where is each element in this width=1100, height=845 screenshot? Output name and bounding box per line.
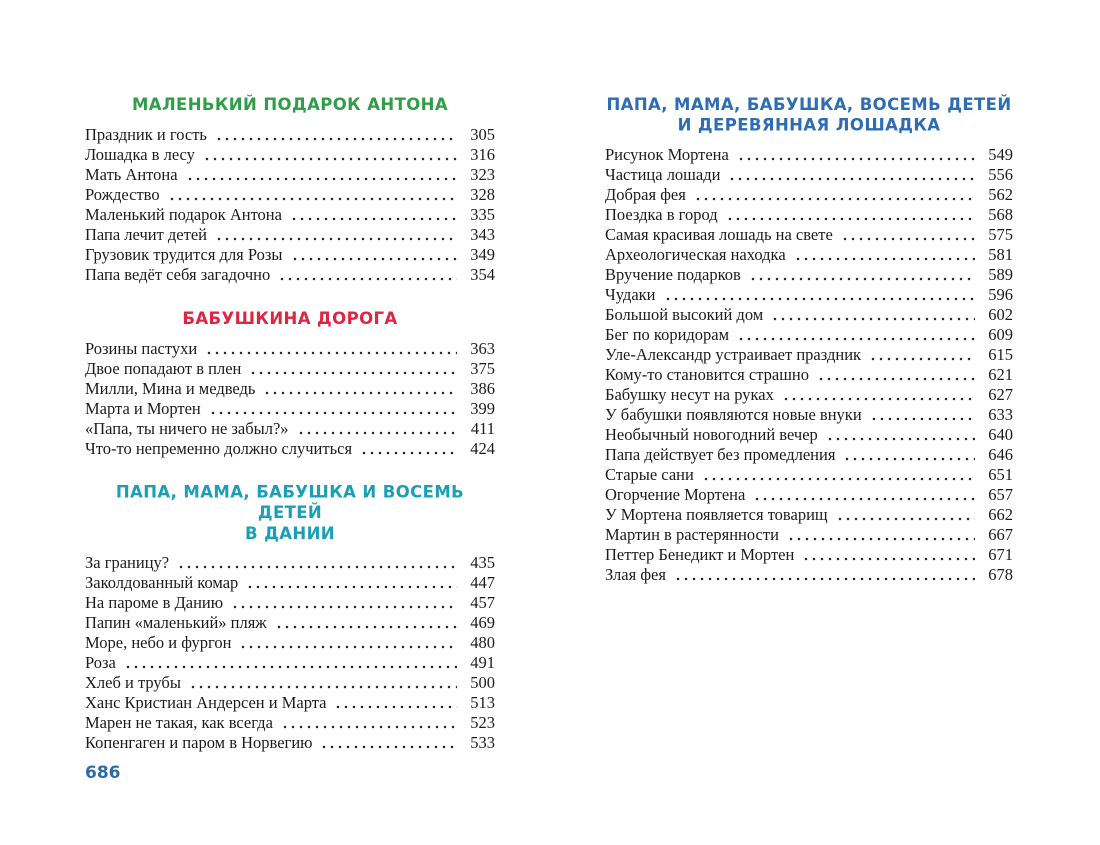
dot-leader — [275, 613, 457, 633]
toc-entry — [605, 205, 1013, 225]
toc-entry — [605, 285, 1013, 305]
entry-title: Злая фея — [605, 565, 666, 584]
toc-entry — [85, 165, 495, 185]
toc-entry — [85, 359, 495, 379]
dot-leader — [215, 125, 457, 145]
dot-leader — [771, 305, 975, 325]
section-title — [85, 482, 495, 544]
entry-page-number: 678 — [988, 565, 1013, 584]
dot-leader — [664, 285, 976, 305]
toc-entry — [85, 185, 495, 205]
entry-page-number: 323 — [470, 165, 495, 184]
toc-entry — [605, 265, 1013, 285]
toc-column-left — [85, 95, 495, 753]
toc-entry — [85, 613, 495, 633]
section-title — [605, 94, 1013, 136]
entry-page-number: 305 — [470, 125, 495, 144]
entry-page-number: 646 — [988, 445, 1013, 464]
entry-title: Кому-то становится страшно — [605, 365, 809, 384]
toc-entry — [605, 185, 1013, 205]
entry-page-number: 627 — [988, 385, 1013, 404]
dot-leader — [749, 265, 975, 285]
dot-leader — [737, 145, 975, 165]
dot-leader — [782, 385, 975, 405]
entry-title: Большой высокий дом — [605, 305, 764, 324]
toc-entry — [85, 245, 495, 265]
entry-page-number: 424 — [470, 439, 495, 458]
toc-entry — [605, 365, 1013, 385]
toc-entry — [85, 339, 495, 359]
section-title-line: ПАПА, МАМА, БАБУШКА, ВОСЕМЬ ДЕТЕЙ — [606, 94, 1012, 114]
page-number: 686 — [85, 763, 121, 783]
dot-leader — [205, 339, 457, 359]
section-title-line: ПАПА, МАМА, БАБУШКА И ВОСЕМЬ ДЕТЕЙ — [115, 481, 465, 523]
dot-leader — [841, 225, 975, 245]
dot-leader — [836, 505, 975, 525]
entry-title: Розины пастухи — [85, 339, 198, 358]
toc-entry — [85, 573, 495, 593]
entry-title: Бег по коридорам — [605, 325, 730, 344]
toc-entry — [85, 633, 495, 653]
toc-entry — [605, 505, 1013, 525]
entry-title: На пароме в Данию — [85, 593, 224, 612]
dot-leader — [869, 345, 975, 365]
entry-title: Огорчение Мортена — [605, 485, 746, 504]
entry-page-number: 491 — [470, 653, 495, 672]
toc-entry — [85, 399, 495, 419]
toc-entry — [85, 593, 495, 613]
dot-leader — [168, 185, 457, 205]
entry-title: Двое попадают в плен — [85, 359, 242, 378]
entry-title: Вручение подарков — [605, 265, 741, 284]
toc-entry — [85, 693, 495, 713]
entry-page-number: 375 — [470, 359, 495, 378]
toc-entry — [605, 345, 1013, 365]
entry-title: Старые сани — [605, 465, 694, 484]
toc-entry — [605, 485, 1013, 505]
toc-entry — [605, 445, 1013, 465]
entry-page-number: 447 — [470, 573, 495, 592]
entry-title: Марта и Мортен — [85, 399, 201, 418]
dot-leader — [281, 713, 457, 733]
entry-page-number: 343 — [470, 225, 495, 244]
toc-entry — [605, 405, 1013, 425]
entry-page-number: 581 — [988, 245, 1013, 264]
section-title-line: В ДАНИИ — [244, 523, 335, 544]
entry-page-number: 596 — [988, 285, 1013, 304]
dot-leader — [263, 379, 457, 399]
section-title — [85, 95, 495, 116]
entry-page-number: 633 — [988, 405, 1013, 424]
entry-page-number: 435 — [470, 553, 495, 572]
entry-page-number: 386 — [470, 379, 495, 398]
entry-page-number: 469 — [470, 613, 495, 632]
toc-entry — [605, 425, 1013, 445]
entry-title: Частица лошади — [605, 165, 721, 184]
entry-title: Праздник и гость — [85, 125, 207, 144]
entry-page-number: 533 — [470, 733, 495, 752]
entry-page-number: 335 — [470, 205, 495, 224]
toc-section — [85, 95, 495, 285]
dot-leader — [694, 185, 975, 205]
dot-leader — [360, 439, 457, 459]
entry-title: Чудаки — [605, 285, 656, 304]
entry-page-number: 640 — [988, 425, 1013, 444]
toc-entry — [605, 245, 1013, 265]
dot-leader — [239, 633, 457, 653]
dot-leader — [124, 653, 457, 673]
entry-page-number: 657 — [988, 485, 1013, 504]
toc-entry — [85, 553, 495, 573]
toc-entry — [85, 205, 495, 225]
dot-leader — [177, 553, 457, 573]
toc-entry — [85, 439, 495, 459]
toc-entry — [605, 225, 1013, 245]
toc-entry — [605, 145, 1013, 165]
dot-leader — [794, 245, 975, 265]
toc-entry — [605, 565, 1013, 585]
dot-leader — [728, 165, 975, 185]
entry-title: За границу? — [85, 553, 170, 572]
entry-title: Папа действует без промедления — [605, 445, 836, 464]
entry-title: Заколдованный комар — [85, 573, 239, 592]
entry-title: Что-то непременно должно случиться — [85, 439, 353, 458]
entry-title: Ханс Кристиан Андерсен и Марта — [85, 693, 327, 712]
entry-page-number: 363 — [470, 339, 495, 358]
toc-entry — [85, 225, 495, 245]
dot-leader — [290, 205, 457, 225]
dot-leader — [249, 359, 457, 379]
dot-leader — [231, 593, 457, 613]
entry-title: Уле-Александр устраивает праздник — [605, 345, 862, 364]
dot-leader — [203, 145, 457, 165]
dot-leader — [334, 693, 457, 713]
entry-page-number: 651 — [988, 465, 1013, 484]
entry-title: Мать Антона — [85, 165, 178, 184]
dot-leader — [870, 405, 975, 425]
entry-title: Копенгаген и паром в Норвегию — [85, 733, 313, 752]
toc-entry — [605, 325, 1013, 345]
dot-leader — [246, 573, 457, 593]
toc-entry — [85, 673, 495, 693]
entry-page-number: 621 — [988, 365, 1013, 384]
entry-page-number: 513 — [470, 693, 495, 712]
dot-leader — [189, 673, 457, 693]
toc-entry — [605, 165, 1013, 185]
entry-page-number: 480 — [470, 633, 495, 652]
entry-title: Папа ведёт себя загадочно — [85, 265, 271, 284]
section-title-line: И ДЕРЕВЯННАЯ ЛОШАДКА — [677, 115, 941, 135]
entry-page-number: 523 — [470, 713, 495, 732]
entry-title: Грузовик трудится для Розы — [85, 245, 283, 264]
section-title — [85, 309, 495, 330]
entry-page-number: 328 — [470, 185, 495, 204]
entry-page-number: 615 — [988, 345, 1013, 364]
dot-leader — [278, 265, 457, 285]
entry-title: Роза — [85, 653, 116, 672]
dot-leader — [817, 365, 975, 385]
entry-page-number: 562 — [988, 185, 1013, 204]
toc-column-right — [605, 95, 1013, 585]
entry-title: Мартин в растерянности — [605, 525, 779, 544]
toc-entry — [85, 653, 495, 673]
dot-leader — [674, 565, 975, 585]
entry-title: Рождество — [85, 185, 160, 204]
entry-page-number: 354 — [470, 265, 495, 284]
toc-entry — [605, 545, 1013, 565]
toc-section — [85, 483, 495, 753]
entry-page-number: 609 — [988, 325, 1013, 344]
entry-title: Бабушку несут на руках — [605, 385, 774, 404]
entry-title: У бабушки появляются новые внуки — [605, 405, 862, 424]
toc-entry — [85, 145, 495, 165]
entry-title: Самая красивая лошадь на свете — [605, 225, 833, 244]
entry-title: Милли, Мина и медведь — [85, 379, 256, 398]
entry-page-number: 662 — [988, 505, 1013, 524]
toc-entry — [605, 385, 1013, 405]
toc-entry — [85, 713, 495, 733]
entry-title: Петтер Бенедикт и Мортен — [605, 545, 795, 564]
entry-page-number: 667 — [988, 525, 1013, 544]
entry-title: Лошадка в лесу — [85, 145, 195, 164]
entry-page-number: 602 — [988, 305, 1013, 324]
toc-entry — [85, 265, 495, 285]
dot-leader — [753, 485, 975, 505]
entry-page-number: 500 — [470, 673, 495, 692]
dot-leader — [297, 419, 457, 439]
toc-entry — [605, 465, 1013, 485]
entry-title: Рисунок Мортена — [605, 145, 729, 164]
entry-title: «Папа, ты ничего не забыл?» — [85, 419, 289, 438]
entry-title: Маленький подарок Антона — [85, 205, 282, 224]
entry-title: Папа лечит детей — [85, 225, 207, 244]
toc-entry — [85, 419, 495, 439]
toc-entry — [85, 125, 495, 145]
entry-title: Поездка в город — [605, 205, 718, 224]
entry-title: Марен не такая, как всегда — [85, 713, 273, 732]
toc-entry — [85, 733, 495, 753]
toc-entry — [85, 379, 495, 399]
dot-leader — [826, 425, 975, 445]
entry-page-number: 399 — [470, 399, 495, 418]
dot-leader — [787, 525, 975, 545]
toc-entry — [605, 525, 1013, 545]
entry-title: Море, небо и фургон — [85, 633, 232, 652]
entry-title: Добрая фея — [605, 185, 686, 204]
entry-page-number: 316 — [470, 145, 495, 164]
dot-leader — [320, 733, 457, 753]
entry-title: Археологическая находка — [605, 245, 786, 264]
entry-page-number: 549 — [988, 145, 1013, 164]
entry-page-number: 349 — [470, 245, 495, 264]
entry-page-number: 457 — [470, 593, 495, 612]
toc-entry — [605, 305, 1013, 325]
entry-title: Необычный новогодний вечер — [605, 425, 818, 444]
dot-leader — [186, 165, 457, 185]
dot-leader — [726, 205, 975, 225]
entry-page-number: 575 — [988, 225, 1013, 244]
entry-title: Хлеб и трубы — [85, 673, 181, 692]
entry-title: Папин «маленький» пляж — [85, 613, 267, 632]
dot-leader — [291, 245, 457, 265]
entry-title: У Мортена появляется товарищ — [605, 505, 828, 524]
dot-leader — [843, 445, 975, 465]
dot-leader — [215, 225, 457, 245]
dot-leader — [802, 545, 975, 565]
dot-leader — [702, 465, 975, 485]
entry-page-number: 568 — [988, 205, 1013, 224]
entry-page-number: 411 — [470, 419, 495, 438]
dot-leader — [737, 325, 975, 345]
toc-section — [85, 309, 495, 459]
section-title-line: БАБУШКИНА ДОРОГА — [182, 308, 398, 329]
dot-leader — [209, 399, 457, 419]
entry-page-number: 671 — [988, 545, 1013, 564]
entry-page-number: 556 — [988, 165, 1013, 184]
entry-page-number: 589 — [988, 265, 1013, 284]
section-title-line: МАЛЕНЬКИЙ ПОДАРОК АНТОНА — [131, 94, 449, 115]
toc-section — [605, 95, 1013, 585]
